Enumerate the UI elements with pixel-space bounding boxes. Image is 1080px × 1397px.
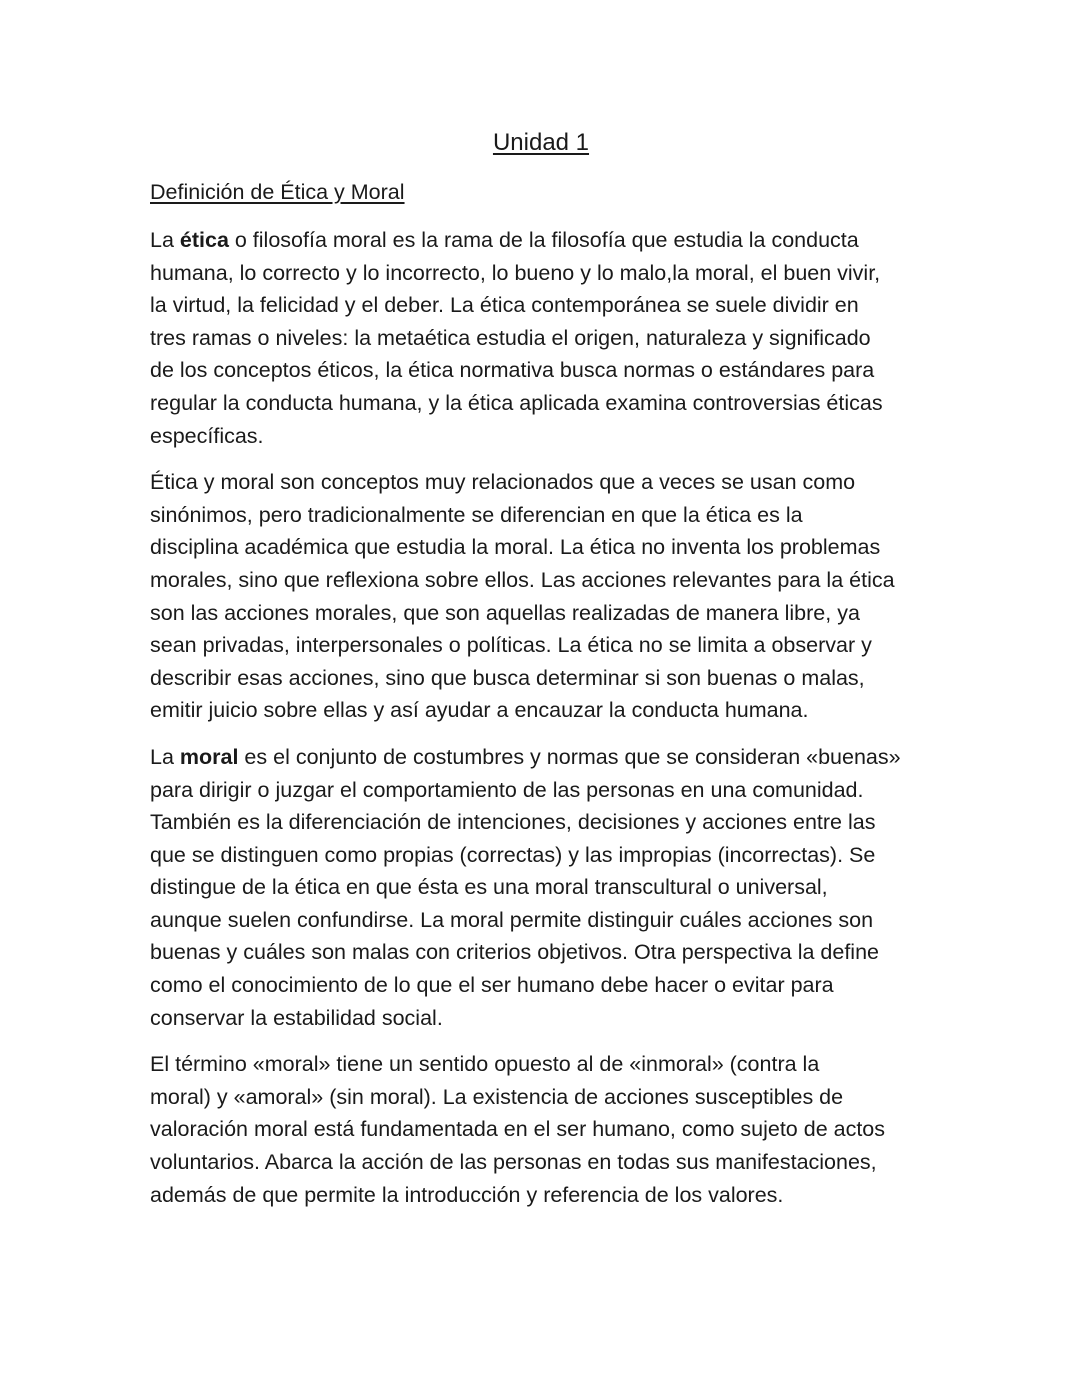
text-line: emitir juicio sobre ellas y así ayudar a encauzar la conducta humana. xyxy=(150,698,809,723)
text-line: de los conceptos éticos, la ética normativa busca normas o estándares para xyxy=(150,358,875,383)
text-line: Ética y moral son conceptos muy relacionados que a veces se usan como xyxy=(150,470,856,495)
text-line: tres ramas o niveles: la metaética estudia el origen, naturaleza y significado xyxy=(150,325,871,350)
text-line: moral) y «amoral» (sin moral). La existencia de acciones susceptibles de xyxy=(150,1084,844,1109)
text-line: distingue de la ética en que ésta es una moral transcultural o universal, xyxy=(150,875,828,900)
text-line: la virtud, la felicidad y el deber. La ética contemporánea se suele dividir en xyxy=(150,293,859,318)
text-segment: La xyxy=(150,744,180,769)
text-line: disciplina académica que estudia la moral. La ética no inventa los problemas xyxy=(150,535,881,560)
text-line: regular la conducta humana, y la ética aplicada examina controversias éticas xyxy=(150,390,883,415)
paragraph xyxy=(150,741,950,1034)
text-line: sean privadas, interpersonales o políticas. La ética no se limita a observar y xyxy=(150,633,872,658)
text-line: aunque suelen confundirse. La moral permite distinguir cuáles acciones son xyxy=(150,907,874,932)
unit-title xyxy=(150,127,932,159)
text-line: para dirigir o juzgar el comportamiento de las personas en una comunidad. xyxy=(150,777,864,802)
text-line: morales, sino que reflexiona sobre ellos. Las acciones relevantes para la ética xyxy=(150,567,895,592)
unit-title-text: Unidad 1 xyxy=(492,129,590,156)
bold-term: moral xyxy=(179,744,239,769)
paragraph xyxy=(150,1048,950,1211)
text-line: son las acciones morales, que son aquellas realizadas de manera libre, ya xyxy=(150,600,860,625)
text-line: como el conocimiento de lo que el ser humano debe hacer o evitar para xyxy=(150,973,834,998)
text-line xyxy=(150,741,950,774)
text-line: conservar la estabilidad social. xyxy=(150,1005,443,1030)
bold-term: ética xyxy=(179,228,229,252)
text-line: además de que permite la introducción y referencia de los valores. xyxy=(150,1182,784,1207)
text-line: humana, lo correcto y lo incorrecto, lo bueno y lo malo,la moral, el buen vivir, xyxy=(150,260,881,285)
document-body xyxy=(150,224,950,1225)
text-segment: o filosofía moral es la rama de la filosofía que estudia la conducta xyxy=(228,228,859,252)
text-line: que se distinguen como propias (correctas) y las impropias (incorrectas). Se xyxy=(150,842,876,867)
text-line: buenas y cuáles son malas con criterios objetivos. Otra perspectiva la define xyxy=(150,940,879,965)
text-line: describir esas acciones, sino que busca determinar si son buenas o malas, xyxy=(150,665,865,690)
text-line: El término «moral» tiene un sentido opuesto al de «inmoral» (contra la xyxy=(150,1052,820,1077)
paragraph xyxy=(150,224,950,452)
text-line: específicas. xyxy=(150,423,264,448)
text-line: voluntarios. Abarca la acción de las personas en todas sus manifestaciones, xyxy=(150,1150,877,1175)
text-segment: es el conjunto de costumbres y normas que se consideran «buenas» xyxy=(238,744,901,769)
text-line: sinónimos, pero tradicionalmente se diferencian en que la ética es la xyxy=(150,502,803,527)
text-line xyxy=(150,224,950,257)
paragraph xyxy=(150,466,950,727)
text-line: También es la diferenciación de intenciones, decisiones y acciones entre las xyxy=(150,810,876,835)
text-segment: La xyxy=(150,228,180,252)
section-title: Definición de Ética y Moral xyxy=(150,180,405,204)
text-line: valoración moral está fundamentada en el ser humano, como sujeto de actos xyxy=(150,1117,886,1142)
